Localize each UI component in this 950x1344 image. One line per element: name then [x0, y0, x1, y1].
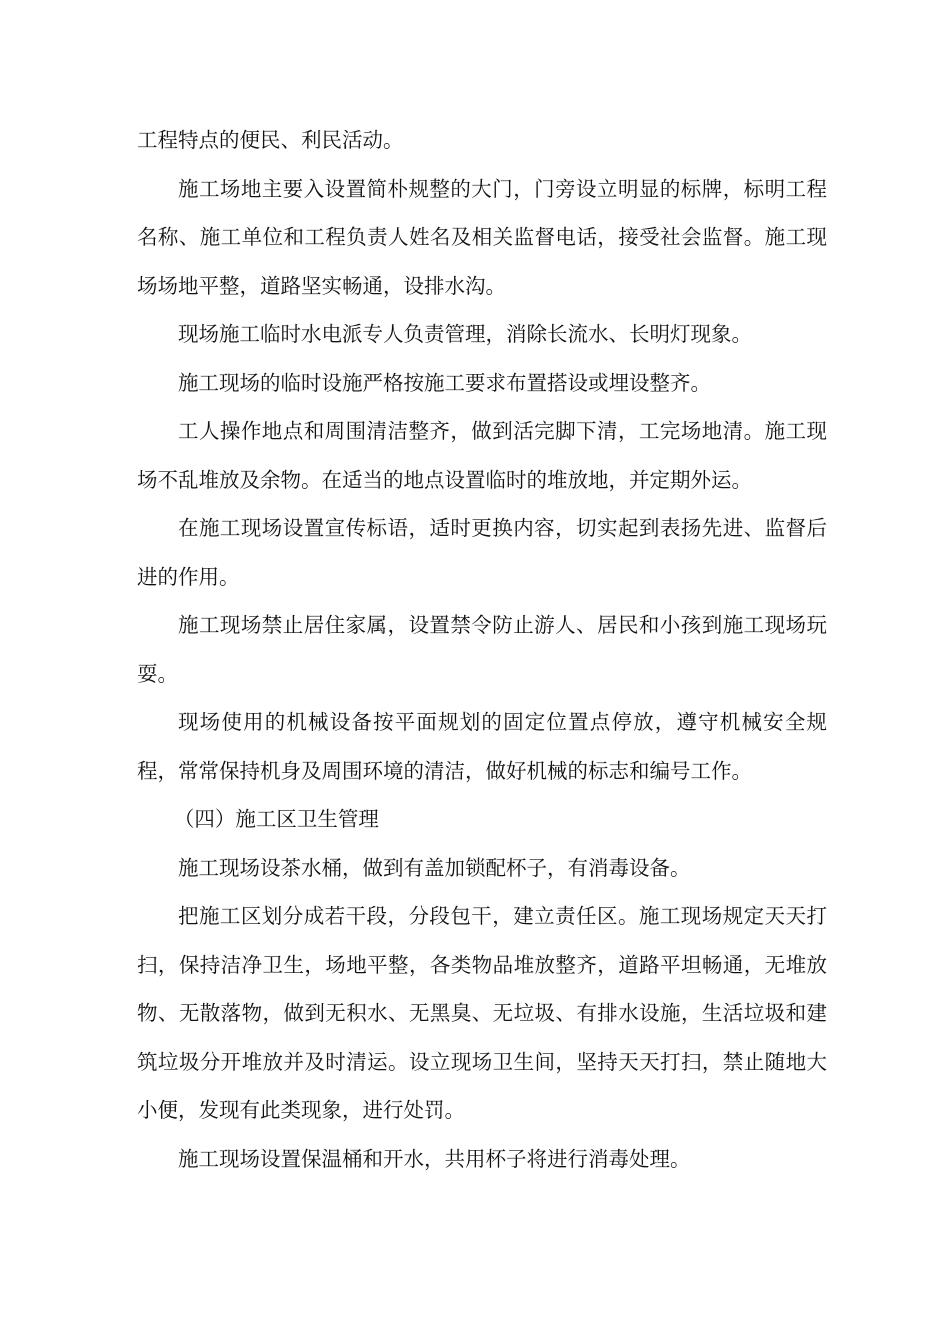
document-page: [137, 116, 827, 1183]
paragraph-slogans: 在施工现场设置宣传标语，适时更换内容，切实起到表扬先进、监督后进的作用。: [137, 516, 827, 589]
paragraph-responsibility-zones: 把施工区划分成若干段，分段包干，建立责任区。施工现场规定天天打扫，保持洁净卫生，场地平整，各类物品堆放整齐，道路平坦畅通，无堆放物、无散落物，做到无积水、无黑臭、无垃圾、有排水设施，生活垃圾和建筑垃圾分开堆放并及时清运。设立现场卫生间，坚持天天打扫，禁止随地大小便，发现有此类现象，进行处罚。: [137, 904, 827, 1122]
paragraph-temporary-facilities: 施工现场的临时设施严格按施工要求布置搭设或埋设整齐。: [178, 370, 711, 395]
paragraph-continuation: 工程特点的便民、利民活动。: [137, 128, 404, 152]
paragraph-tea-bucket: 施工现场设茶水桶，做到有盖加锁配杯子，有消毒设备。: [178, 855, 691, 880]
paragraph-machinery: 现场使用的机械设备按平面规划的固定位置点停放，遵守机械安全规程，常常保持机身及周围环境的清洁，做好机械的标志和编号工作。: [137, 710, 827, 783]
paragraph-boiled-water: 施工现场设置保温桶和开水，共用杯子将进行消毒处理。: [178, 1146, 691, 1171]
paragraph-work-area-cleanliness: 工人操作地点和周围清洁整齐，做到活完脚下清，工完场地清。施工现场不乱堆放及余物。在适当的地点设置临时的堆放地，并定期外运。: [137, 419, 827, 492]
paragraph-main-gate: 施工场地主要入设置简朴规整的大门，门旁设立明显的标牌，标明工程名称、施工单位和工程负责人姓名及相关监督电话，接受社会监督。施工现场场地平整，道路坚实畅通，设排水沟。: [137, 176, 827, 298]
section-heading: （四）施工区卫生管理: [173, 807, 379, 831]
paragraph-no-residence: 施工现场禁止居住家属，设置禁令防止游人、居民和小孩到施工现场玩耍。: [137, 613, 827, 686]
paragraph-water-power: 现场施工临时水电派专人负责管理，消除长流水、长明灯现象。: [178, 322, 752, 346]
